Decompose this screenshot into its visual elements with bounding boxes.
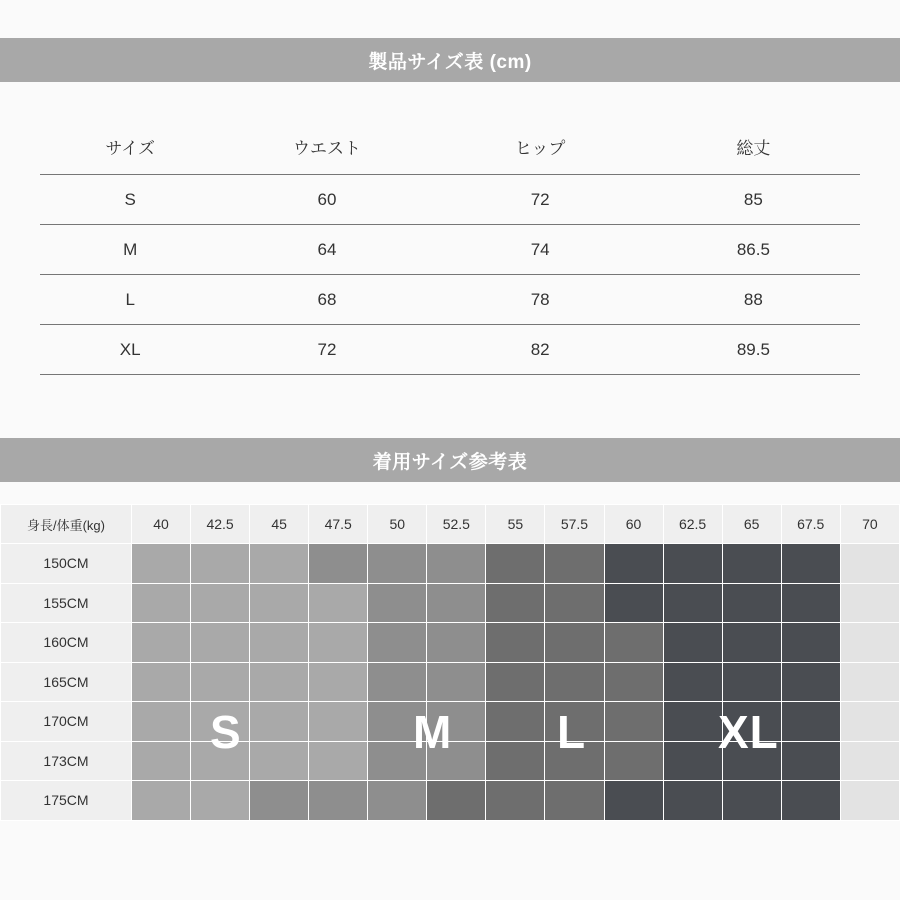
grid-cell bbox=[191, 781, 250, 821]
grid-cell bbox=[545, 702, 604, 742]
grid-cell bbox=[427, 741, 486, 781]
cell-waist: 60 bbox=[317, 189, 337, 209]
grid-cell bbox=[368, 702, 427, 742]
grid-row bbox=[1, 583, 900, 623]
grid-header-row bbox=[1, 505, 900, 544]
weight-header: 42.5 bbox=[191, 505, 250, 544]
grid-cell bbox=[545, 781, 604, 821]
weight-header: 62.5 bbox=[663, 505, 722, 544]
grid-cell bbox=[840, 583, 899, 623]
grid-cell bbox=[604, 662, 663, 702]
grid-cell bbox=[663, 741, 722, 781]
cell-length: 86.5 bbox=[736, 239, 770, 259]
table-row bbox=[40, 325, 860, 375]
grid-cell bbox=[427, 662, 486, 702]
cell-length: 85 bbox=[743, 189, 763, 209]
grid-cell bbox=[604, 583, 663, 623]
cell-waist: 64 bbox=[317, 239, 337, 259]
product-size-table bbox=[40, 118, 860, 375]
height-header: 170CM bbox=[1, 702, 132, 742]
cell-size: XL bbox=[119, 339, 141, 359]
grid-row bbox=[1, 702, 900, 742]
weight-header: 52.5 bbox=[427, 505, 486, 544]
grid-body bbox=[1, 544, 900, 821]
column-header-size: サイズ bbox=[105, 138, 156, 158]
grid-cell bbox=[604, 781, 663, 821]
grid-cell bbox=[427, 544, 486, 584]
column-header-waist: ウエスト bbox=[292, 138, 361, 158]
grid-cell bbox=[368, 623, 427, 663]
grid-cell bbox=[722, 544, 781, 584]
zone-label-l: L bbox=[557, 706, 587, 758]
grid-corner-label: 身長/体重(kg) bbox=[1, 505, 132, 544]
cell-length: 89.5 bbox=[736, 339, 770, 359]
grid-cell bbox=[132, 781, 191, 821]
grid-cell bbox=[545, 623, 604, 663]
cell-size: L bbox=[125, 289, 135, 309]
grid-cell bbox=[309, 781, 368, 821]
grid-cell bbox=[781, 662, 840, 702]
grid-cell bbox=[250, 623, 309, 663]
weight-header: 65 bbox=[722, 505, 781, 544]
grid-cell bbox=[250, 544, 309, 584]
grid-cell bbox=[604, 623, 663, 663]
grid-cell bbox=[427, 583, 486, 623]
grid-cell bbox=[368, 781, 427, 821]
grid-cell bbox=[840, 741, 899, 781]
column-header-hip: ヒップ bbox=[514, 138, 566, 158]
grid-cell bbox=[840, 544, 899, 584]
grid-cell bbox=[781, 623, 840, 663]
grid-cell bbox=[663, 623, 722, 663]
grid-cell bbox=[781, 781, 840, 821]
grid-cell bbox=[132, 583, 191, 623]
grid-cell bbox=[545, 544, 604, 584]
grid-cell bbox=[132, 544, 191, 584]
height-header: 173CM bbox=[1, 741, 132, 781]
grid-cell bbox=[722, 662, 781, 702]
height-header: 165CM bbox=[1, 662, 132, 702]
grid-cell bbox=[309, 662, 368, 702]
weight-header: 70 bbox=[840, 505, 899, 544]
grid-cell bbox=[663, 702, 722, 742]
zone-label-xl: XL bbox=[718, 706, 779, 758]
cell-length: 88 bbox=[743, 289, 763, 309]
grid-cell bbox=[486, 583, 545, 623]
grid-cell bbox=[132, 623, 191, 663]
grid-cell bbox=[722, 741, 781, 781]
grid-cell bbox=[663, 583, 722, 623]
grid-cell bbox=[722, 781, 781, 821]
grid-cell bbox=[486, 781, 545, 821]
grid-cell bbox=[663, 662, 722, 702]
grid-cell bbox=[250, 702, 309, 742]
grid-cell bbox=[604, 544, 663, 584]
grid-cell bbox=[368, 662, 427, 702]
grid-cell bbox=[486, 741, 545, 781]
grid-cell bbox=[545, 741, 604, 781]
grid-cell bbox=[840, 781, 899, 821]
grid-cell bbox=[840, 623, 899, 663]
grid-cell bbox=[427, 702, 486, 742]
grid-cell bbox=[368, 583, 427, 623]
cell-waist: 68 bbox=[317, 289, 337, 309]
grid-cell bbox=[722, 583, 781, 623]
table-row bbox=[40, 225, 860, 275]
grid-cell bbox=[840, 662, 899, 702]
grid-cell bbox=[486, 544, 545, 584]
grid-cell bbox=[191, 702, 250, 742]
grid-row bbox=[1, 781, 900, 821]
wearing-reference-grid-wrap bbox=[0, 504, 900, 821]
grid-cell bbox=[309, 544, 368, 584]
height-header: 175CM bbox=[1, 781, 132, 821]
cell-hip: 72 bbox=[530, 189, 550, 209]
grid-cell bbox=[604, 702, 663, 742]
grid-cell bbox=[486, 702, 545, 742]
weight-header: 40 bbox=[132, 505, 191, 544]
grid-cell bbox=[427, 781, 486, 821]
grid-cell bbox=[781, 702, 840, 742]
grid-cell bbox=[840, 702, 899, 742]
wearing-reference-grid bbox=[0, 504, 900, 821]
grid-cell bbox=[663, 781, 722, 821]
cell-size: S bbox=[124, 189, 136, 209]
table-header-row bbox=[40, 118, 860, 175]
cell-hip: 82 bbox=[530, 339, 550, 359]
grid-cell bbox=[781, 544, 840, 584]
table-row bbox=[40, 275, 860, 325]
grid-cell bbox=[191, 623, 250, 663]
grid-row bbox=[1, 544, 900, 584]
grid-cell bbox=[604, 741, 663, 781]
grid-cell bbox=[427, 623, 486, 663]
height-header: 160CM bbox=[1, 623, 132, 663]
grid-row bbox=[1, 662, 900, 702]
grid-cell bbox=[250, 781, 309, 821]
grid-cell bbox=[781, 741, 840, 781]
grid-cell bbox=[250, 741, 309, 781]
cell-hip: 78 bbox=[530, 289, 550, 309]
column-header-length: 総丈 bbox=[736, 138, 771, 158]
product-size-body bbox=[40, 175, 860, 375]
grid-cell bbox=[132, 741, 191, 781]
cell-hip: 74 bbox=[530, 239, 550, 259]
grid-row bbox=[1, 623, 900, 663]
height-header: 155CM bbox=[1, 583, 132, 623]
grid-cell bbox=[132, 702, 191, 742]
grid-cell bbox=[368, 544, 427, 584]
cell-waist: 72 bbox=[317, 339, 337, 359]
grid-cell bbox=[132, 662, 191, 702]
zone-label-s: S bbox=[210, 706, 242, 758]
weight-header: 60 bbox=[604, 505, 663, 544]
weight-header: 50 bbox=[368, 505, 427, 544]
weight-header: 45 bbox=[250, 505, 309, 544]
grid-cell bbox=[486, 662, 545, 702]
product-size-title: 製品サイズ表 (cm) bbox=[0, 38, 900, 82]
grid-cell bbox=[486, 623, 545, 663]
wearing-reference-section bbox=[0, 420, 900, 900]
grid-cell bbox=[309, 741, 368, 781]
grid-cell bbox=[191, 583, 250, 623]
grid-cell bbox=[545, 583, 604, 623]
grid-cell bbox=[250, 662, 309, 702]
grid-cell bbox=[191, 741, 250, 781]
weight-header: 57.5 bbox=[545, 505, 604, 544]
grid-cell bbox=[545, 662, 604, 702]
grid-cell bbox=[663, 544, 722, 584]
weight-header: 67.5 bbox=[781, 505, 840, 544]
grid-cell bbox=[368, 741, 427, 781]
table-row bbox=[40, 175, 860, 225]
grid-cell bbox=[309, 583, 368, 623]
grid-cell bbox=[722, 623, 781, 663]
grid-cell bbox=[722, 702, 781, 742]
grid-cell bbox=[191, 544, 250, 584]
wearing-reference-title: 着用サイズ参考表 bbox=[0, 438, 900, 482]
cell-size: M bbox=[123, 239, 138, 259]
product-size-section bbox=[0, 0, 900, 420]
weight-header: 55 bbox=[486, 505, 545, 544]
grid-cell bbox=[781, 583, 840, 623]
grid-cell bbox=[309, 702, 368, 742]
height-header: 150CM bbox=[1, 544, 132, 584]
grid-row bbox=[1, 741, 900, 781]
grid-cell bbox=[309, 623, 368, 663]
weight-header: 47.5 bbox=[309, 505, 368, 544]
zone-label-m: M bbox=[413, 706, 453, 758]
grid-cell bbox=[250, 583, 309, 623]
grid-cell bbox=[191, 662, 250, 702]
